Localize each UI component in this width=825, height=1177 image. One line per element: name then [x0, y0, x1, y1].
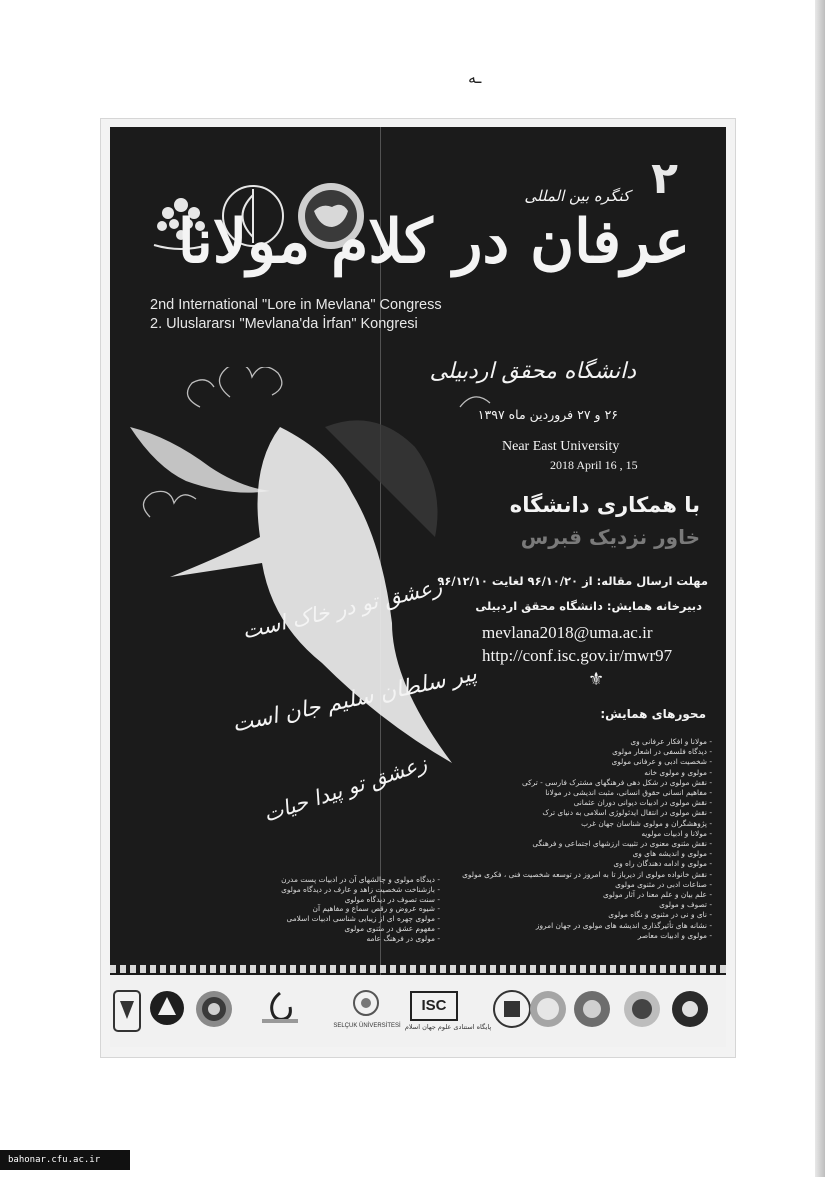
list-item: - بازشناخت شخصیت زاهد و عارف در دیدگاه مولوی — [210, 885, 440, 895]
list-item: - مولوی و ادبیات معاصر — [422, 931, 712, 941]
cooperation-line-2: خاور نزدیک قبرس — [520, 525, 700, 549]
partner-university-en: Near East University — [502, 439, 620, 454]
list-item: - نقش مولوی در انتقال ایدئولوژی اسلامی به دنیای ترک — [422, 808, 712, 818]
list-item: - نقش خانواده مولوی از دیرباز تا به امروز در توسعه شخصیت فنی ، فکری مولوی — [422, 870, 712, 880]
list-item: - مولوی و مولوی خانه — [422, 768, 712, 778]
calligraphy-line-2: پیر سلطان سلیم جان است — [230, 661, 479, 738]
film-strip-border — [110, 965, 726, 973]
topics-heading: محورهای همایش: — [600, 707, 706, 721]
partner-logo-3-icon — [194, 989, 234, 1029]
conference-website: http://conf.isc.gov.ir/mwr97 — [482, 646, 673, 665]
list-item: - مولانا و ادبیات مولویه — [422, 829, 712, 839]
cooperation-line-1: با همکاری دانشگاه — [509, 493, 700, 517]
partner-logo-4-icon — [260, 989, 300, 1025]
list-item: - نقش مولوی در ادبیات دیوانی دوران عثمانی — [422, 798, 712, 808]
isc-logo: ISC — [410, 991, 458, 1021]
list-item: - مولوی در فرهنگ عامه — [210, 934, 440, 944]
list-item: - نقش مولوی در شکل دهی فرهنگهای مشترک فارسی - ترکی — [422, 778, 712, 788]
congress-number: ۲ — [651, 153, 678, 204]
dates-en: 2018 April 16 , 15 — [550, 458, 638, 472]
calligraphy-line-3: زعشق تو پیدا حیات — [260, 751, 430, 827]
isc-caption: پایگاه استنادی علوم جهان اسلام — [404, 1023, 492, 1031]
list-item: - شیوه عروض و رقص سماع و مفاهیم آن — [210, 904, 440, 914]
english-title-line-1: 2nd International "Lore in Mevlana" Congress — [150, 297, 442, 313]
main-title-calligraphy: عرفان در کلام مولانا — [177, 207, 690, 277]
list-item: - نشانه های تأثیرگذاری اندیشه های مولوی در جهان امروز — [422, 921, 712, 931]
list-item: - علم بیان و علم معنا در آثار مولوی — [422, 890, 712, 900]
congress-label: کنگره بین المللی — [524, 187, 630, 205]
calligraphy-line-1: زعشق تو در خاک است — [239, 574, 445, 644]
partner-logo-8-icon — [622, 989, 662, 1029]
partner-logo-1-icon — [112, 989, 142, 1033]
submission-deadline: مهلت ارسال مقاله: از ۹۶/۱۰/۲۰ لغایت ۹۶/۱۲/۱۰ — [437, 574, 708, 588]
partner-logo-5-icon — [492, 989, 532, 1029]
list-item: - شخصیت ادبی و عرفانی مولوی — [422, 757, 712, 767]
selcuk-university-label: SELÇUK ÜNİVERSİTESİ — [333, 1023, 401, 1029]
list-item: - صناعات ادبی در مثنوی مولوی — [422, 880, 712, 890]
selcuk-university-logo-icon — [346, 989, 386, 1021]
list-item: - مولوی چهره ای از زیبایی شناسی ادبیات اسلامی — [210, 914, 440, 924]
site-label: bahonar.cfu.ac.ir — [0, 1150, 130, 1170]
list-item: - مفهوم عشق در مثنوی مولوی — [210, 924, 440, 934]
list-item: - مفاهیم انسانی حقوق انسانی، مثبت اندیشی در مولانا — [422, 788, 712, 798]
list-item: - دیدگاه مولوی و چالشهای آن در ادبیات پست مدرن — [210, 875, 440, 885]
secretariat: دبیرخانه همایش: دانشگاه محقق اردبیلی — [475, 599, 702, 613]
partner-logos-strip — [110, 975, 726, 1047]
partner-logo-7-icon — [572, 989, 612, 1029]
topics-list-right — [422, 737, 712, 941]
list-item: - نای و نی در مثنوی و نگاه مولوی — [422, 910, 712, 920]
list-item: - مولوی و ادامه دهندگان راه وی — [422, 859, 712, 869]
topics-list-left — [210, 875, 440, 944]
page-edge-shadow — [815, 0, 825, 1177]
list-item: - دیدگاه فلسفی در اشعار مولوی — [422, 747, 712, 757]
partner-logo-9-icon — [670, 989, 710, 1029]
partner-logo-2-icon — [148, 989, 186, 1027]
list-item: - نقش مثنوی معنوی در تثبیت ارزشهای اجتماعی و فرهنگی — [422, 839, 712, 849]
list-item: - مولانا و افکار عرفانی وی — [422, 737, 712, 747]
fleur-de-lis-icon: ⚜ — [588, 669, 605, 690]
list-item: - مولوی و اندیشه های وی — [422, 849, 712, 859]
dates-fa: ۲۶ و ۲۷ فروردین ماه ۱۳۹۷ — [477, 407, 618, 422]
page-mark: ـه — [468, 68, 482, 87]
list-item: - پژوهشگران و مولوی شناسان جهان غرب — [422, 819, 712, 829]
list-item: - تصوف و مولوی — [422, 900, 712, 910]
partner-logo-6-icon — [528, 989, 568, 1029]
contact-email: mevlana2018@uma.ac.ir — [482, 623, 653, 642]
list-item: - سنت تصوف در دیدگاه مولوی — [210, 895, 440, 905]
congress-poster — [110, 127, 726, 975]
english-title-line-2: 2. Uluslararsı "Mevlana'da İrfan" Kongresi — [150, 316, 418, 332]
host-university-fa: دانشگاه محقق اردبیلی — [429, 359, 636, 384]
